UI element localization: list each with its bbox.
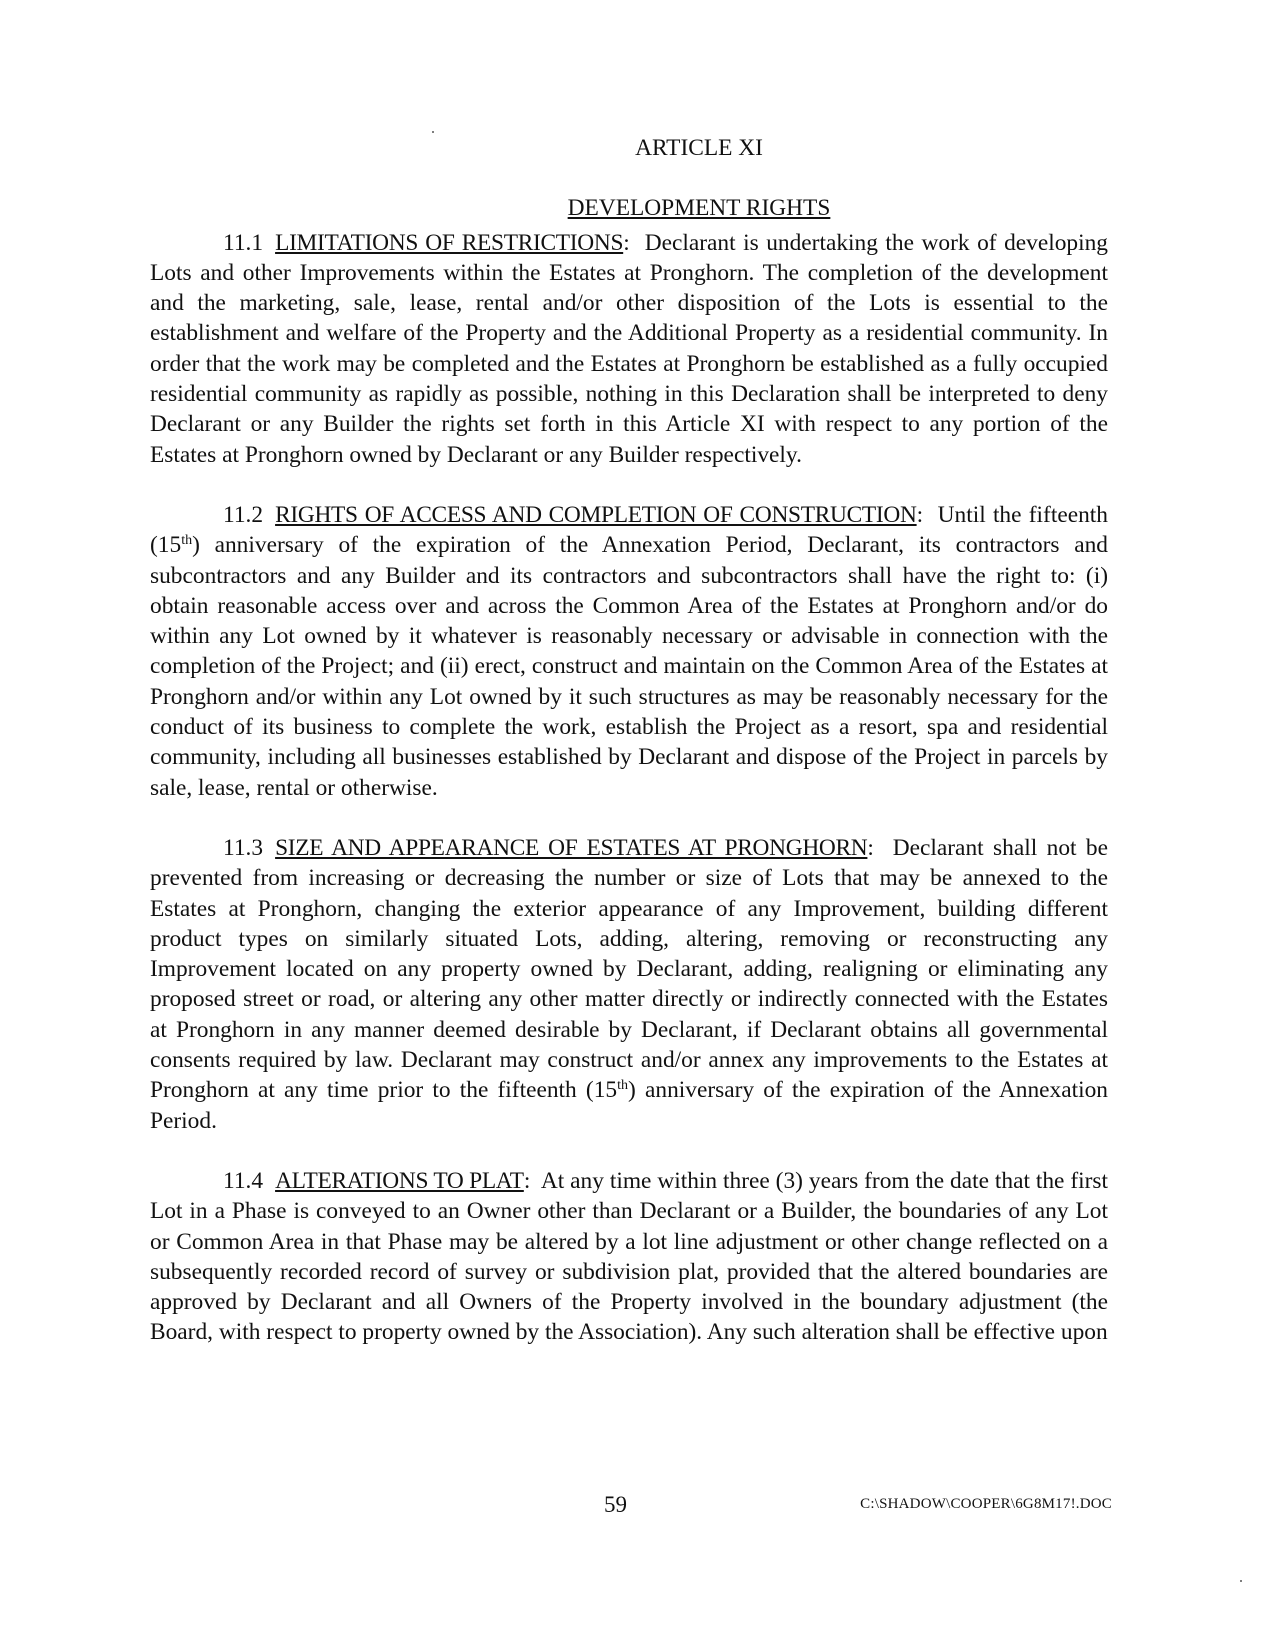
- section-number: 11.3: [223, 834, 264, 861]
- section-title: LIMITATIONS OF RESTRICTIONS: [275, 229, 624, 256]
- section-body: Until the fifteenth (15: [150, 501, 1108, 559]
- section-body-continued: ) anniversary of the expiration of the Annexation Period.: [150, 1077, 1108, 1134]
- ordinal-suffix: th: [617, 1078, 629, 1094]
- section-11-4: 11.4 ALTERATIONS TO PLAT: At any time within three (3) years from the date that the first Lot in a Phase is conveyed to an Owner other than Declarant or a Builder, the boundaries of any Lot or Common Area in that Phase may be altered by a lot line adjustment or other change reflected on a subsequently recorded record of survey or subdivision plat, provided that the altered boundaries are approved by Declarant and all Owners of the Property involved in the boundary adjustment (the Board, with respect to property owned by the Association). Any such alteration shall be effective upon: [150, 1167, 1109, 1346]
- section-number: 11.1: [223, 229, 264, 256]
- article-heading: ARTICLE XI: [635, 135, 763, 161]
- section-11-2: 11.2 RIGHTS OF ACCESS AND COMPLETION OF CONSTRUCTION: Until the fifteenth (15th) anniversary of the expiration of the Annexation Period, Declarant, its contractors and subcontractors and any Builder and its contractors and subcontractors shall have the right to: (i) obtain reasonable access over and across the Common Area of the Estates at Pronghorn and/or do within any Lot owned by it whatever is reasonably necessary or advisable in connection with the completion of the Project; and (ii) erect, construct and maintain on the Common Area of the Estates at Pronghorn and/or within any Lot owned by it such structures as may be reasonably necessary for the conduct of its business to complete the work, establish the Project as a resort, spa and residential community, including all businesses established by Declarant and dispose of the Project in parcels by sale, lease, rental or otherwise.: [150, 501, 1108, 801]
- page-footer: [0, 1492, 1272, 1522]
- section-body: At any time within three (3) years from the date that the first Lot in a Phase is conveyed to an Owner other than Declarant or a Builder, the boundaries of any Lot or Common Area in that Phase may be altered by a lot line adjustment or other change reflected on a subsequently recorded record of survey or subdivision plat, provided that the altered boundaries are approved by Declarant and all Owners of the Property involved in the boundary adjustment (the Board, with respect to property owned by the Association). Any such alteration shall be effective upon: [150, 1167, 1109, 1346]
- page-number: 59: [604, 1492, 627, 1517]
- section-body-continued: ) anniversary of the expiration of the Annexation Period, Declarant, its contractors and subcontractors and any Builder and its contractors and subcontractors shall have the right to: (i) obtain reasonable access over and across the Common Area of the Estates at Pronghorn and/or do within any Lot owned by it whatever is reasonably necessary or advisable in connection with the completion of the Project; and (ii) erect, construct and maintain on the Common Area of the Estates at Pronghorn and/or within any Lot owned by it such structures as may be reasonably necessary for the conduct of its business to complete the work, establish the Project as a resort, spa and residential community, including all businesses established by Declarant and dispose of the Project in parcels by sale, lease, rental or otherwise.: [150, 532, 1108, 801]
- section-11-3: 11.3 SIZE AND APPEARANCE OF ESTATES AT PRONGHORN: Declarant shall not be prevented from increasing or decreasing the number or size of Lots that may be annexed to the Estates at Pronghorn, changing the exterior appearance of any Improvement, building different product types on similarly situated Lots, adding, altering, removing or reconstructing any Improvement located on any property owned by Declarant, adding, realigning or eliminating any proposed street or road, or altering any other matter directly or indirectly connected with the Estates at Pronghorn in any manner deemed desirable by Declarant, if Declarant obtains all governmental consents required by law. Declarant may construct and/or annex any improvements to the Estates at Pronghorn at any time prior to the fifteenth (15th) anniversary of the expiration of the Annexation Period.: [150, 834, 1109, 1134]
- section-title: ALTERATIONS TO PLAT: [275, 1167, 524, 1194]
- article-title: DEVELOPMENT RIGHTS: [567, 195, 831, 222]
- section-number: 11.4: [223, 1167, 264, 1194]
- document-body: [150, 133, 1108, 1378]
- ordinal-suffix: th: [181, 533, 193, 549]
- document-path: C:\SHADOW\COOPER\6G8M17!.DOC: [860, 1496, 1112, 1512]
- section-number: 11.2: [223, 501, 264, 528]
- section-title: RIGHTS OF ACCESS AND COMPLETION OF CONSTRUCTION: [275, 501, 917, 528]
- scan-speck: [1240, 1580, 1242, 1582]
- section-11-1: 11.1 LIMITATIONS OF RESTRICTIONS: Declarant is undertaking the work of developing Lots and other Improvements within the Estates at Pronghorn. The completion of the development and the marketing, sale, lease, rental and/or other disposition of the Lots is essential to the establishment and welfare of the Property and the Additional Property as a residential community. In order that the work may be completed and the Estates at Pronghorn be established as a fully occupied residential community as rapidly as possible, nothing in this Declaration shall be interpreted to deny Declarant or any Builder the rights set forth in this Article XI with respect to any portion of the Estates at Pronghorn owned by Declarant or any Builder respectively.: [150, 229, 1108, 468]
- section-title: SIZE AND APPEARANCE OF ESTATES AT PRONGHORN: [275, 834, 868, 861]
- section-body: Declarant shall not be prevented from increasing or decreasing the number or size of Lots that may be annexed to the Estates at Pronghorn, changing the exterior appearance of any Improvement, building different product types on similarly situated Lots, adding, altering, removing or reconstructing any Improvement located on any property owned by Declarant, adding, realigning or eliminating any proposed street or road, or altering any other matter directly or indirectly connected with the Estates at Pronghorn in any manner deemed desirable by Declarant, if Declarant obtains all governmental consents required by law. Declarant may construct and/or annex any improvements to the Estates at Pronghorn at any time prior to the fifteenth (15: [150, 834, 1109, 1104]
- section-body: Declarant is undertaking the work of developing Lots and other Improvements within the Estates at Pronghorn. The completion of the development and the marketing, sale, lease, rental and/or other disposition of the Lots is essential to the establishment and welfare of the Property and the Additional Property as a residential community. In order that the work may be completed and the Estates at Pronghorn be established as a fully occupied residential community as rapidly as possible, nothing in this Declaration shall be interpreted to deny Declarant or any Builder the rights set forth in this Article XI with respect to any portion of the Estates at Pronghorn owned by Declarant or any Builder respectively.: [150, 229, 1108, 468]
